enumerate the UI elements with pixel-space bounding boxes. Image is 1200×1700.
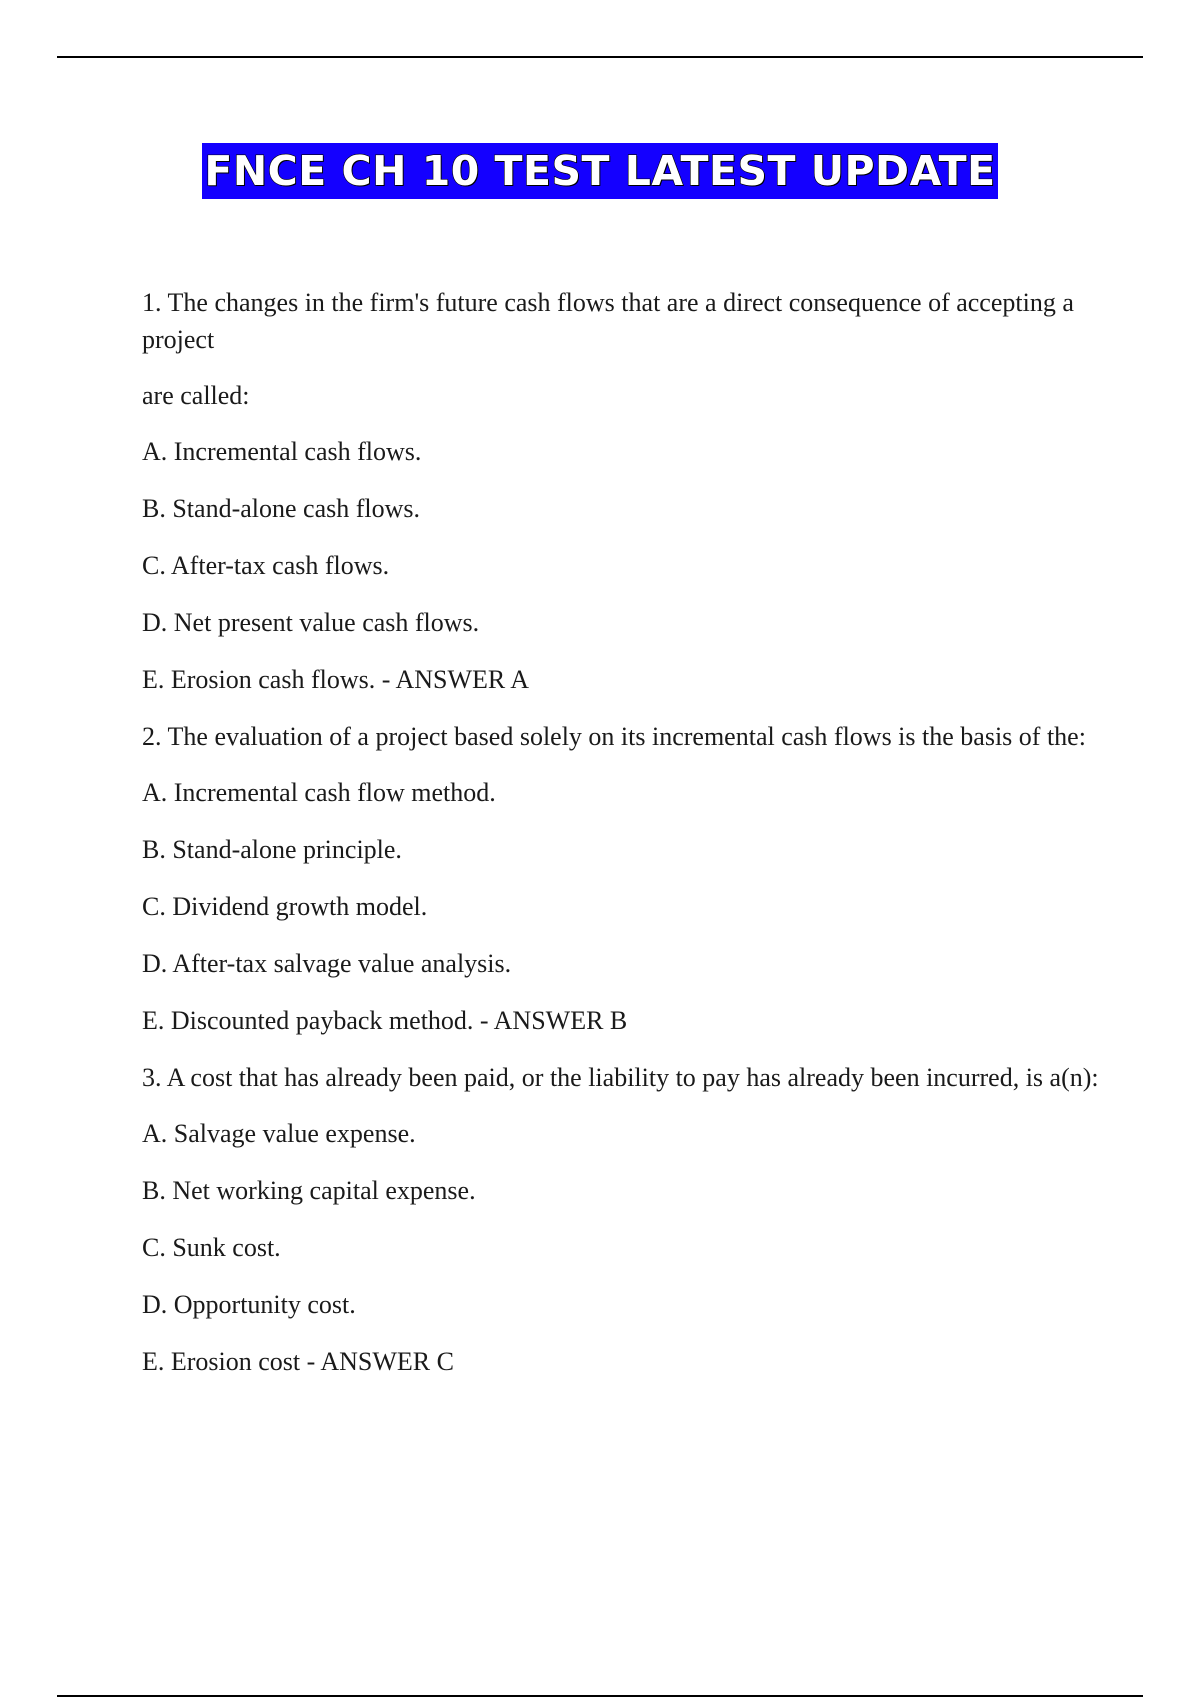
- question-2: [142, 718, 1102, 1039]
- question-3: [142, 1059, 1102, 1380]
- answer-option-d: D. Net present value cash flows.: [142, 608, 480, 637]
- answer-option-c: C. Sunk cost.: [142, 1233, 281, 1262]
- answer-option-a: A. Incremental cash flow method.: [142, 778, 496, 807]
- answer-option-c: C. Dividend growth model.: [142, 892, 428, 921]
- answer-option-a: A. Salvage value expense.: [142, 1119, 416, 1148]
- answer-option-b: B. Net working capital expense.: [142, 1176, 476, 1205]
- title-container: [0, 143, 1200, 199]
- answer-option-b: B. Stand-alone principle.: [142, 835, 402, 864]
- footer-rule: [57, 1695, 1143, 1697]
- answer-option-d: D. Opportunity cost.: [142, 1290, 356, 1319]
- question-stem: 3. A cost that has already been paid, or the liability to pay has already been incurred, is a(n):: [142, 1063, 1099, 1092]
- question-stem-continued: are called:: [142, 381, 250, 410]
- question-1: [142, 284, 1102, 698]
- header-rule: [57, 56, 1143, 58]
- question-stem: 2. The evaluation of a project based solely on its incremental cash flows is the basis of the:: [142, 722, 1086, 751]
- answer-option-b: B. Stand-alone cash flows.: [142, 494, 421, 523]
- question-stem: 1. The changes in the firm's future cash flows that are a direct consequence of accepting a project: [142, 288, 1074, 354]
- answer-option-c: C. After-tax cash flows.: [142, 551, 390, 580]
- answer-option-e: E. Erosion cash flows. - ANSWER A: [142, 665, 530, 694]
- document-title: FNCE CH 10 TEST LATEST UPDATE: [202, 143, 997, 199]
- answer-option-e: E. Erosion cost - ANSWER C: [142, 1347, 454, 1376]
- answer-option-a: A. Incremental cash flows.: [142, 437, 422, 466]
- question-list: [142, 284, 1102, 1400]
- answer-option-e: E. Discounted payback method. - ANSWER B: [142, 1006, 628, 1035]
- answer-option-d: D. After-tax salvage value analysis.: [142, 949, 512, 978]
